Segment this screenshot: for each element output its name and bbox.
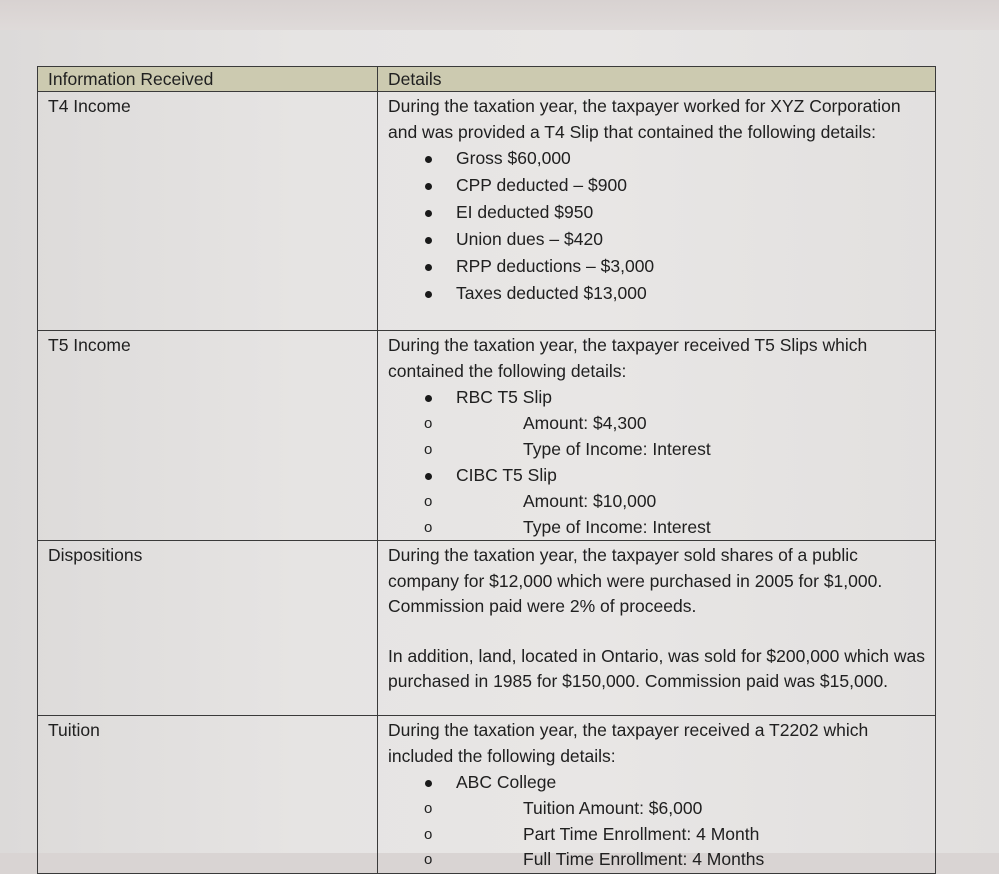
list-item: CPP deducted – $900 [388,172,925,199]
tuition-detail-list [388,796,925,873]
t5-intro: During the taxation year, the taxpayer received T5 Slips which contained the following details: [388,335,868,381]
table-row [38,541,936,716]
row-label-t5-income: T5 Income [38,331,378,541]
t4-intro: During the taxation year, the taxpayer worked for XYZ Corporation and was provided a T4 Slip that contained the following details: [388,96,901,142]
list-item [388,769,925,873]
table-row [38,92,936,331]
dispositions-paragraph-2: In addition, land, located in Ontario, was sold for $200,000 which was purchased in 1985 for $150,000. Commission paid was $15,000. [388,645,925,691]
list-item: o Full Time Enrollment: 4 Months [388,847,925,873]
row-details-dispositions [378,541,936,716]
row-details-t5-income [378,331,936,541]
list-item: o Amount: $4,300 [388,411,925,437]
table-row [38,716,936,874]
slip-name: RBC T5 Slip [456,387,552,407]
row-label-tuition: Tuition [38,716,378,874]
table-header-row [38,67,936,92]
list-item: Taxes deducted $13,000 [388,280,925,307]
slip-name: CIBC T5 Slip [456,465,557,485]
list-item: o Type of Income: Interest [388,515,925,541]
row-details-tuition [378,716,936,874]
list-item: o Part Time Enrollment: 4 Month [388,822,925,848]
list-item: o Tuition Amount: $6,000 [388,796,925,822]
tuition-intro: During the taxation year, the taxpayer received a T2202 which included the following details: [388,720,869,766]
slip-detail-list [388,489,925,540]
slip-detail-list [388,411,925,462]
row-details-t4-income [378,92,936,331]
list-item [388,462,925,540]
t4-bullet-list [388,145,925,307]
printed-page [0,30,999,869]
list-item [388,384,925,462]
t5-slip-list [388,384,925,540]
institution-name: ABC College [456,772,557,792]
table-row [38,331,936,541]
list-item: RPP deductions – $3,000 [388,253,925,280]
list-item: Union dues – $420 [388,226,925,253]
row-label-dispositions: Dispositions [38,541,378,716]
list-item: o Amount: $10,000 [388,489,925,515]
header-information-received: Information Received [38,67,378,92]
list-item: Gross $60,000 [388,145,925,172]
tuition-bullet-list [388,769,925,873]
dispositions-paragraph-1: During the taxation year, the taxpayer sold shares of a public company for $12,000 which were purchased in 2005 for $1,000. Commission paid were 2% of proceeds. [388,545,883,616]
list-item: EI deducted $950 [388,199,925,226]
header-details: Details [378,67,936,92]
row-label-t4-income: T4 Income [38,92,378,331]
tax-information-table [37,66,936,874]
list-item: o Type of Income: Interest [388,437,925,463]
